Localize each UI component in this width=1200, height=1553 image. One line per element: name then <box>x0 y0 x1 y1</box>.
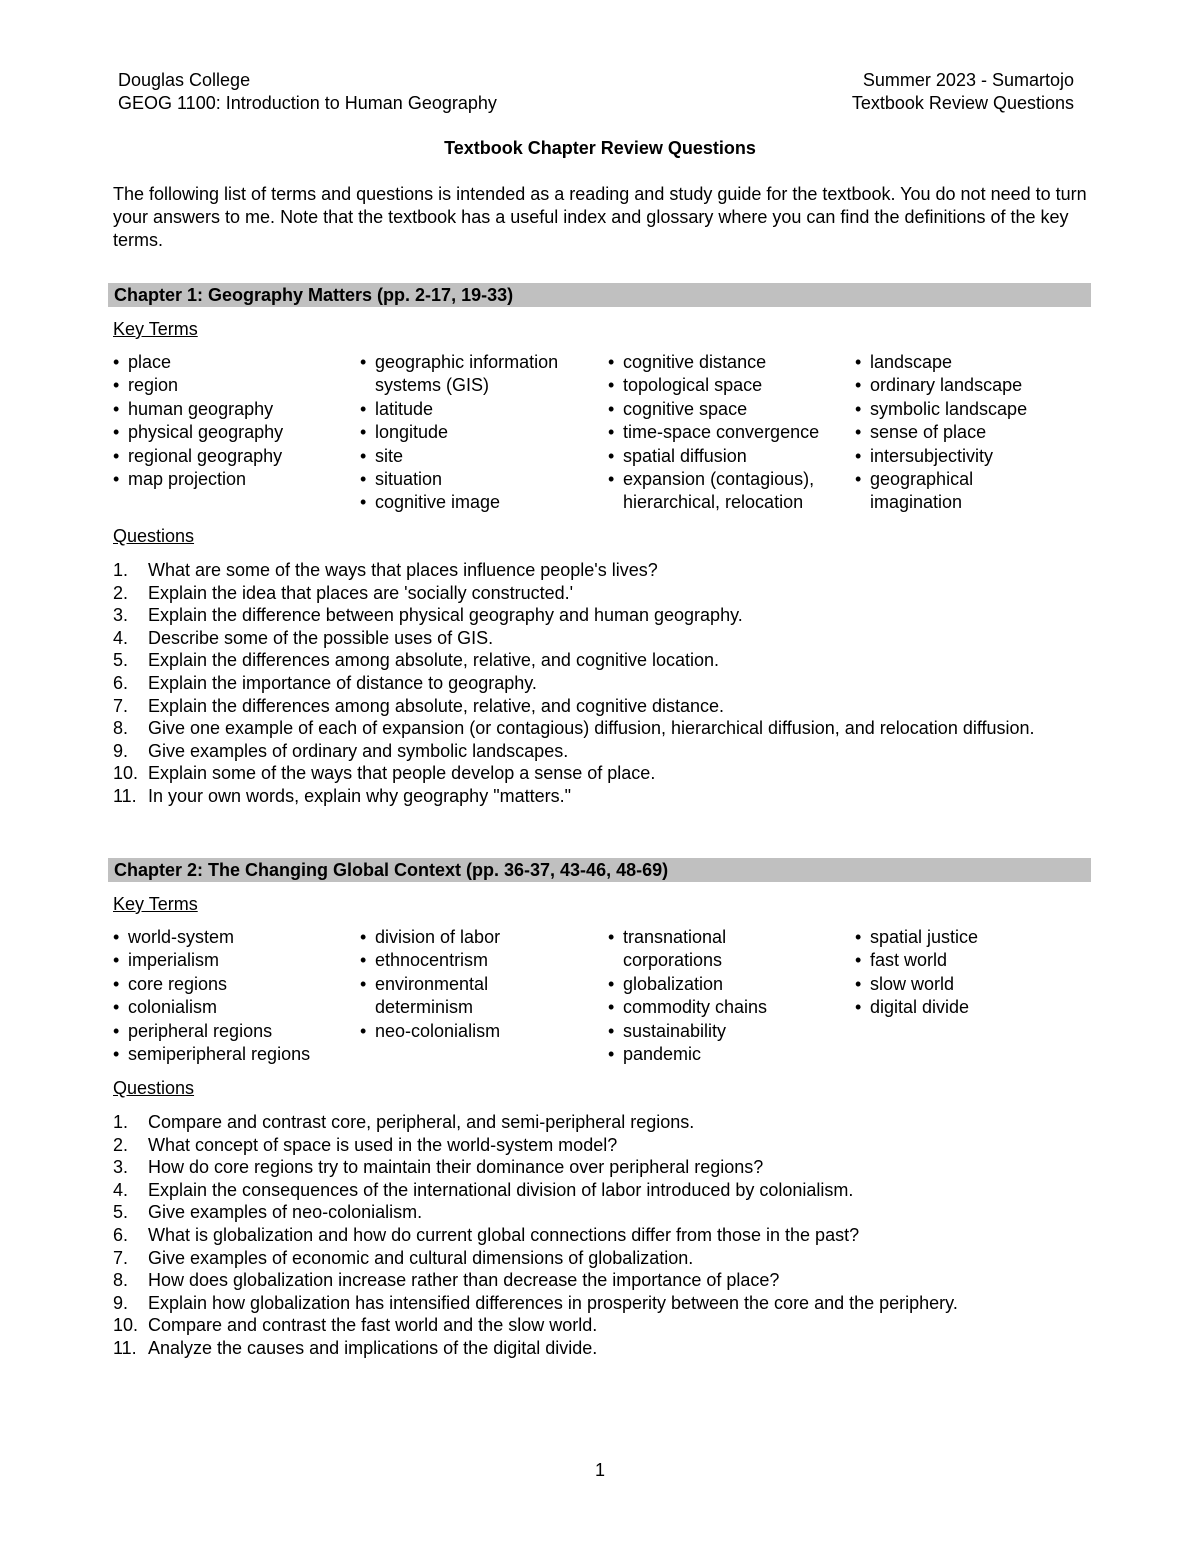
key-term: • topological space <box>608 374 850 397</box>
question-item: 6. What is globalization and how do current global connections differ from those in the past? <box>113 1224 860 1245</box>
chapter-1-key-terms <box>113 351 1091 515</box>
key-term: • core regions <box>113 973 353 996</box>
term-instructor: Summer 2023 - Sumartojo <box>862 70 1074 90</box>
chapter-2-title: Chapter 2: The Changing Global Context (pp. 36-37, 43-46, 48-69) <box>108 858 1091 882</box>
page-number: 1 <box>594 1460 605 1480</box>
chapter-1-key-terms-label: Key Terms <box>113 319 198 339</box>
key-term: • latitude <box>360 398 595 421</box>
key-term: • region <box>113 374 343 397</box>
key-term: • cognitive distance <box>608 351 850 374</box>
question-item: 7. Give examples of economic and cultural dimensions of globalization. <box>113 1247 694 1268</box>
key-term: • imperialism <box>113 949 353 972</box>
key-term: • slow world <box>855 973 1090 996</box>
chapter-1-questions-label: Questions <box>113 526 195 546</box>
key-term: • geographic information systems (GIS) <box>360 351 595 398</box>
key-term: • map projection <box>113 468 343 491</box>
key-term: • symbolic landscape <box>855 398 1090 421</box>
page-title: Textbook Chapter Review Questions <box>444 138 756 158</box>
question-item: 2. Explain the idea that places are 'socially constructed.' <box>113 582 574 603</box>
question-item: 3. Explain the difference between physical geography and human geography. <box>113 605 743 626</box>
key-terms-column <box>855 351 1090 515</box>
question-item: 11. In your own words, explain why geography "matters." <box>113 785 571 806</box>
chapter-1-questions <box>108 559 1091 808</box>
key-term: • expansion (contagious), hierarchical, relocation <box>608 468 850 515</box>
key-term: • spatial justice <box>855 926 1090 949</box>
key-term: • human geography <box>113 398 343 421</box>
key-term: • cognitive space <box>608 398 850 421</box>
key-term: • situation <box>360 468 595 491</box>
question-item: 11. Analyze the causes and implications of the digital divide. <box>113 1337 598 1358</box>
chapter-2-key-terms <box>113 926 1091 1067</box>
chapter-2-section <box>108 858 1091 1360</box>
key-term: • physical geography <box>113 421 343 444</box>
key-terms-column <box>113 926 353 1066</box>
key-term: • world-system <box>113 926 353 949</box>
key-term: • colonialism <box>113 996 353 1019</box>
question-item: 10. Explain some of the ways that people develop a sense of place. <box>113 763 656 784</box>
key-terms-column <box>608 926 808 1066</box>
key-terms-column <box>608 351 850 515</box>
key-term: • spatial diffusion <box>608 445 850 468</box>
chapter-2-questions <box>108 1111 1091 1360</box>
key-term: • place <box>113 351 343 374</box>
key-term: • ethnocentrism <box>360 949 560 972</box>
question-item: 4. Explain the consequences of the international division of labor introduced by colonialism. <box>113 1179 854 1200</box>
key-term: • sustainability <box>608 1020 808 1043</box>
key-term: • digital divide <box>855 996 1090 1019</box>
question-item: 8. How does globalization increase rather than decrease the importance of place? <box>113 1270 780 1291</box>
key-term: • sense of place <box>855 421 1090 444</box>
key-term: • fast world <box>855 949 1090 972</box>
question-item: 6. Explain the importance of distance to geography. <box>113 672 537 693</box>
header-right <box>830 69 1074 115</box>
key-term: • environmental determinism <box>360 973 515 1020</box>
key-term: • pandemic <box>608 1043 808 1066</box>
question-item: 10. Compare and contrast the fast world and the slow world. <box>113 1315 598 1336</box>
chapter-1-title: Chapter 1: Geography Matters (pp. 2-17, 19-33) <box>108 283 1091 307</box>
key-term: • peripheral regions <box>113 1020 353 1043</box>
question-item: 8. Give one example of each of expansion (or contagious) diffusion, hierarchical diffusion, and relocation diffusion. <box>113 718 1035 739</box>
document-type: Textbook Review Questions <box>851 93 1074 113</box>
key-terms-column <box>113 351 343 491</box>
key-terms-column <box>360 926 560 1043</box>
key-term: • site <box>360 445 595 468</box>
key-term: • transnational corporations <box>608 926 763 973</box>
question-item: 5. Explain the differences among absolute, relative, and cognitive location. <box>113 650 720 671</box>
key-term: • time-space convergence <box>608 421 850 444</box>
key-terms-column <box>360 351 595 515</box>
question-item: 1. Compare and contrast core, peripheral, and semi-peripheral regions. <box>113 1112 695 1132</box>
question-item: 3. How do core regions try to maintain their dominance over peripheral regions? <box>113 1157 764 1178</box>
key-term: • geographical imagination <box>855 468 1030 515</box>
chapter-1-section <box>108 283 1091 808</box>
key-terms-column <box>855 926 1090 1020</box>
intro-paragraph: The following list of terms and questions is intended as a reading and study guide for the textbook. You do not need to turn your answers to me. Note that the textbook has a useful index and glossary where you can find the definitions of the key terms. <box>113 184 1087 250</box>
question-item: 9. Give examples of ordinary and symbolic landscapes. <box>113 740 569 761</box>
question-item: 1. What are some of the ways that places influence people's lives? <box>113 560 658 580</box>
header-left <box>118 69 497 115</box>
question-item: 7. Explain the differences among absolute, relative, and cognitive distance. <box>113 695 725 716</box>
chapter-2-questions-label: Questions <box>113 1078 195 1098</box>
question-item: 2. What concept of space is used in the world-system model? <box>113 1134 618 1155</box>
key-term: • regional geography <box>113 445 343 468</box>
key-term: • intersubjectivity <box>855 445 1090 468</box>
course-name: GEOG 1100: Introduction to Human Geography <box>118 93 497 113</box>
key-term: • commodity chains <box>608 996 808 1019</box>
key-term: • cognitive image <box>360 491 595 514</box>
question-item: 4. Describe some of the possible uses of GIS. <box>113 627 494 648</box>
question-item: 5. Give examples of neo-colonialism. <box>113 1202 423 1223</box>
key-term: • ordinary landscape <box>855 374 1090 397</box>
college-name: Douglas College <box>118 70 251 90</box>
key-term: • division of labor <box>360 926 560 949</box>
key-term: • semiperipheral regions <box>113 1043 353 1066</box>
question-item: 9. Explain how globalization has intensified differences in prosperity between the core and the periphery. <box>113 1292 958 1313</box>
key-term: • neo-colonialism <box>360 1020 560 1043</box>
key-term: • globalization <box>608 973 808 996</box>
key-term: • longitude <box>360 421 595 444</box>
chapter-2-key-terms-label: Key Terms <box>113 894 198 914</box>
key-term: • landscape <box>855 351 1090 374</box>
